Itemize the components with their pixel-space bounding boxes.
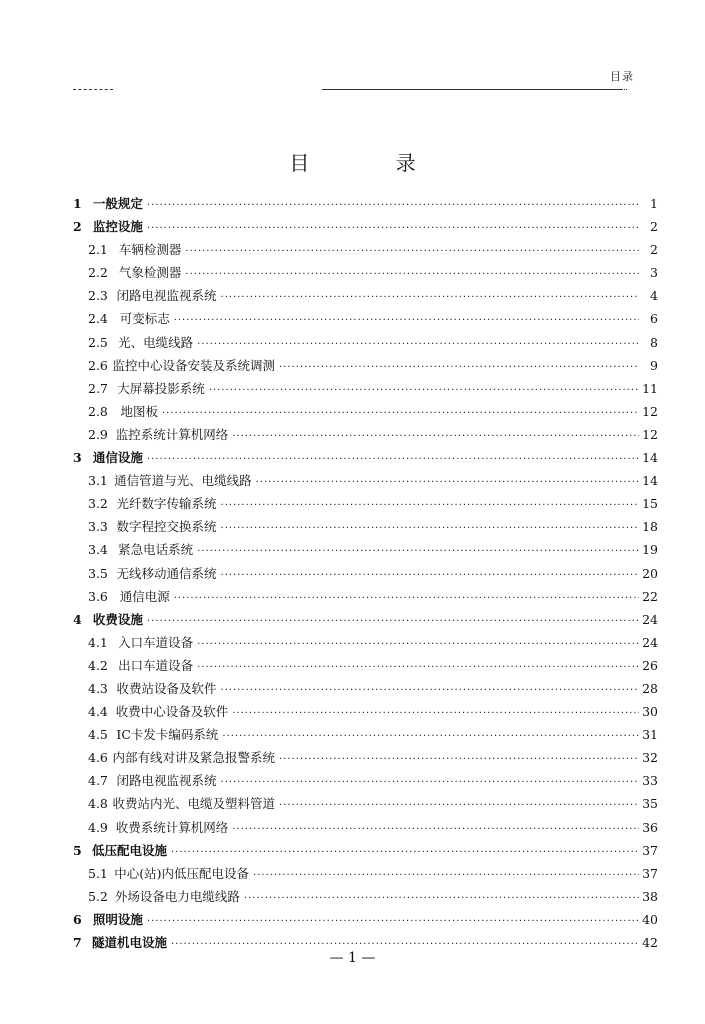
toc-leader-dots xyxy=(279,754,639,765)
toc-entry-number: 3.2 xyxy=(88,496,108,512)
toc-entry-title: 紧急电话系统 xyxy=(118,542,194,558)
toc-entry-number: 4.9 xyxy=(88,819,108,835)
toc-entry[interactable] xyxy=(73,540,658,563)
toc-entry[interactable] xyxy=(73,610,658,633)
toc-entry-page: 2 xyxy=(650,219,658,235)
toc-entry-page: 24 xyxy=(642,611,658,627)
toc-entry-page: 9 xyxy=(650,357,658,373)
toc-entry[interactable] xyxy=(73,333,658,356)
toc-entry-title: 外场设备电力电缆线路 xyxy=(114,888,240,904)
toc-entry[interactable] xyxy=(73,263,658,286)
toc-entry-number: 5.2 xyxy=(88,888,108,904)
toc-entry-page: 18 xyxy=(642,519,658,535)
toc-entry[interactable] xyxy=(73,818,658,841)
toc-entry-number: 4.5 xyxy=(88,727,108,743)
toc-entry-number: 2.2 xyxy=(88,265,108,281)
toc-entry-title: 通信管道与光、电缆线路 xyxy=(114,473,252,489)
toc-entry-number: 2.3 xyxy=(88,288,108,304)
toc-entry[interactable] xyxy=(73,864,658,887)
toc-entry-page: 24 xyxy=(642,634,658,650)
toc-entry-title: 闭路电视监视系统 xyxy=(116,773,217,789)
toc-entry-page: 1 xyxy=(650,196,658,211)
toc-entry-number: 4.1 xyxy=(88,634,108,650)
toc-leader-dots xyxy=(279,362,639,373)
toc-leader-dots xyxy=(197,546,639,557)
toc-entry[interactable] xyxy=(73,471,658,494)
toc-entry-page: 37 xyxy=(642,842,658,858)
toc-entry[interactable] xyxy=(73,702,658,725)
toc-entry[interactable] xyxy=(73,679,658,702)
toc-entry-page: 35 xyxy=(642,796,658,812)
toc-entry-title: 低压配电设施 xyxy=(91,842,167,858)
toc-entry[interactable] xyxy=(73,240,658,263)
toc-entry-number: 2.1 xyxy=(88,242,108,258)
toc-entry-title: 一般规定 xyxy=(92,196,143,211)
toc-leader-dots xyxy=(221,685,639,696)
toc-entry-number: 3.4 xyxy=(88,542,108,558)
toc-entry-number: 4.4 xyxy=(88,704,108,720)
toc-entry-number: 7 xyxy=(73,935,82,950)
toc-entry-number: 3.5 xyxy=(88,565,108,581)
toc-entry-page: 36 xyxy=(642,819,658,835)
toc-entry-number: 4.3 xyxy=(88,680,108,696)
toc-leader-dots xyxy=(209,385,639,396)
toc-leader-dots xyxy=(174,315,639,326)
toc-entry[interactable] xyxy=(73,748,658,771)
toc-entry[interactable] xyxy=(73,841,658,864)
toc-entry-page: 38 xyxy=(642,888,658,904)
toc-entry-number: 2.9 xyxy=(88,426,108,442)
header-rule xyxy=(73,89,113,90)
toc-entry-number: 1 xyxy=(73,196,82,211)
toc-entry-title: 入口车道设备 xyxy=(118,634,194,650)
toc-entry-number: 2.4 xyxy=(88,311,108,327)
toc-entry-title: 通信设施 xyxy=(92,450,143,466)
toc-entry-page: 14 xyxy=(642,450,658,466)
toc-entry[interactable] xyxy=(73,309,658,332)
toc-entry[interactable] xyxy=(73,656,658,679)
toc-leader-dots xyxy=(221,500,639,511)
toc-entry-page: 40 xyxy=(642,911,658,927)
toc-entry-page: 26 xyxy=(642,657,658,673)
toc-entry-number: 2 xyxy=(73,219,82,235)
toc-entry-page: 14 xyxy=(642,473,658,489)
toc-leader-dots xyxy=(147,454,639,465)
toc-entry-title: IC卡发卡编码系统 xyxy=(116,727,219,743)
toc-entry[interactable] xyxy=(73,217,658,240)
toc-leader-dots xyxy=(232,708,639,719)
page-number: — 1 — xyxy=(329,950,376,966)
toc-leader-dots xyxy=(185,246,639,257)
toc-leader-dots xyxy=(232,824,639,835)
toc-entry-title: 收费系统计算机网络 xyxy=(115,819,229,835)
toc-entry[interactable] xyxy=(73,910,658,933)
toc-entry-page: 19 xyxy=(642,542,658,558)
toc-entry[interactable] xyxy=(73,494,658,517)
toc-entry-number: 2.6 xyxy=(88,357,108,373)
toc-entry-title: 通信电源 xyxy=(119,588,170,604)
toc-leader-dots xyxy=(147,916,639,927)
header-rule xyxy=(322,89,622,90)
header-rule xyxy=(597,89,627,90)
toc-entry-title: 内部有线对讲及紧急报警系统 xyxy=(112,750,276,766)
toc-entry-number: 3 xyxy=(73,450,82,466)
toc-entry-page: 12 xyxy=(642,426,658,442)
toc-entry-title: 车辆检测器 xyxy=(118,242,182,258)
toc-entry-page: 32 xyxy=(642,750,658,766)
toc-entry[interactable] xyxy=(73,794,658,817)
toc-entry[interactable] xyxy=(73,771,658,794)
toc-entry-page: 11 xyxy=(642,380,658,396)
toc-entry-number: 4.7 xyxy=(88,773,108,789)
toc-entry[interactable] xyxy=(73,402,658,425)
toc-entry[interactable] xyxy=(73,194,658,217)
toc-entry-title: 无线移动通信系统 xyxy=(116,565,217,581)
toc-entry-number: 5.1 xyxy=(88,865,108,881)
toc-entry-title: 数字程控交换系统 xyxy=(116,519,217,535)
toc-entry[interactable] xyxy=(73,379,658,402)
table-of-contents xyxy=(73,194,658,956)
toc-leader-dots xyxy=(147,223,639,234)
toc-leader-dots xyxy=(197,639,639,650)
toc-leader-dots xyxy=(185,269,639,280)
toc-entry-title: 地图板 xyxy=(120,403,158,419)
toc-entry-page: 8 xyxy=(650,334,658,350)
toc-leader-dots xyxy=(221,777,639,788)
toc-entry-number: 6 xyxy=(73,911,82,927)
toc-entry-page: 20 xyxy=(642,565,658,581)
toc-leader-dots xyxy=(279,800,639,811)
toc-entry[interactable] xyxy=(73,633,658,656)
toc-entry-title: 监控设施 xyxy=(92,219,143,235)
toc-entry-title: 监控中心设备安装及系统调测 xyxy=(112,357,276,373)
toc-entry-title: 收费设施 xyxy=(92,611,143,627)
toc-entry[interactable] xyxy=(73,587,658,610)
toc-entry-title: 出口车道设备 xyxy=(118,657,194,673)
toc-leader-dots xyxy=(174,593,639,604)
toc-entry-number: 4 xyxy=(73,611,82,627)
toc-leader-dots xyxy=(221,570,639,581)
toc-entry[interactable] xyxy=(73,517,658,540)
toc-entry-title: 监控系统计算机网络 xyxy=(115,426,229,442)
toc-leader-dots xyxy=(171,939,639,950)
toc-entry-number: 5 xyxy=(73,842,82,858)
toc-entry-number: 4.8 xyxy=(88,796,108,812)
page-title: 目 录 xyxy=(289,151,456,175)
toc-entry[interactable] xyxy=(73,286,658,309)
toc-entry-page: 31 xyxy=(642,727,658,743)
toc-entry-title: 隧道机电设施 xyxy=(91,935,167,950)
toc-leader-dots xyxy=(222,731,639,742)
toc-leader-dots xyxy=(171,847,639,858)
toc-entry[interactable] xyxy=(73,448,658,471)
toc-entry-number: 4.6 xyxy=(88,750,108,766)
toc-entry-page: 12 xyxy=(642,403,658,419)
toc-leader-dots xyxy=(147,200,639,211)
toc-entry-number: 2.7 xyxy=(88,380,108,396)
toc-leader-dots xyxy=(147,616,639,627)
toc-leader-dots xyxy=(221,523,639,534)
toc-entry-title: 收费站设备及软件 xyxy=(116,680,217,696)
toc-entry-number: 4.2 xyxy=(88,657,108,673)
toc-entry[interactable] xyxy=(73,356,658,379)
toc-entry-page: 22 xyxy=(642,588,658,604)
toc-entry-title: 收费中心设备及软件 xyxy=(115,704,229,720)
toc-entry-page: 37 xyxy=(642,865,658,881)
toc-entry-page: 3 xyxy=(650,265,658,281)
toc-entry-number: 3.6 xyxy=(88,588,108,604)
toc-entry-title: 光、电缆线路 xyxy=(118,334,194,350)
toc-entry-title: 气象检测器 xyxy=(118,265,182,281)
toc-entry[interactable] xyxy=(73,564,658,587)
toc-entry-title: 照明设施 xyxy=(92,911,143,927)
toc-entry[interactable] xyxy=(73,725,658,748)
toc-entry-number: 2.8 xyxy=(88,403,108,419)
toc-entry-number: 3.3 xyxy=(88,519,108,535)
toc-leader-dots xyxy=(162,408,639,419)
toc-entry-page: 28 xyxy=(642,680,658,696)
toc-entry-page: 4 xyxy=(650,288,658,304)
toc-entry-title: 中心(站)内低压配电设备 xyxy=(114,865,250,881)
toc-entry-title: 闭路电视监视系统 xyxy=(116,288,217,304)
toc-leader-dots xyxy=(253,870,639,881)
toc-entry-page: 2 xyxy=(650,242,658,258)
toc-entry-title: 收费站内光、电缆及塑料管道 xyxy=(112,796,276,812)
toc-entry-page: 30 xyxy=(642,704,658,720)
toc-entry-number: 3.1 xyxy=(88,473,108,489)
toc-leader-dots xyxy=(221,292,639,303)
toc-leader-dots xyxy=(197,339,639,350)
toc-leader-dots xyxy=(232,431,639,442)
toc-leader-dots xyxy=(244,893,639,904)
toc-entry[interactable] xyxy=(73,887,658,910)
running-head: 目录 xyxy=(610,70,634,83)
toc-entry-page: 33 xyxy=(642,773,658,789)
toc-entry-title: 大屏幕投影系统 xyxy=(117,380,205,396)
toc-entry-page: 6 xyxy=(650,311,658,327)
toc-leader-dots xyxy=(197,662,639,673)
toc-leader-dots xyxy=(256,477,639,488)
toc-entry-title: 光纤数字传输系统 xyxy=(116,496,217,512)
toc-entry-number: 2.5 xyxy=(88,334,108,350)
toc-entry-page: 42 xyxy=(642,935,658,950)
toc-entry-page: 15 xyxy=(642,496,658,512)
toc-entry[interactable] xyxy=(73,425,658,448)
toc-entry-title: 可变标志 xyxy=(119,311,170,327)
